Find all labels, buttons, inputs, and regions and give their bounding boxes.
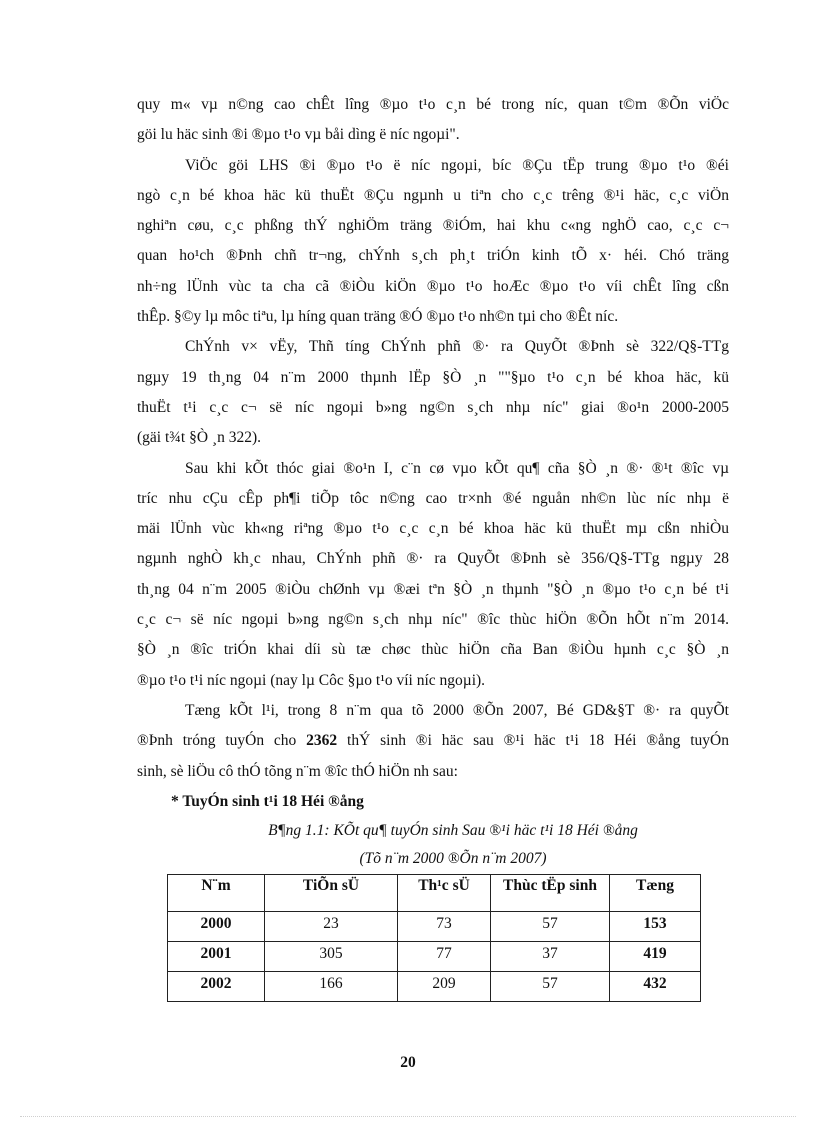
- paragraph-line: nghiªn cøu, c¸c phßng thÝ nghiÖm träng ®iÓm, hai khu c«ng nghÖ cao, c¸c c¬: [137, 217, 729, 235]
- paragraph-line: ®µo t¹o t¹i níc ngoµi (nay lµ Côc §µo t¹o víi níc ngoµi).: [137, 671, 486, 689]
- paragraph-line: thuËt t¹i c¸c c¬ së níc ngoµi b»ng ng©n s¸ch nhµ níc" giai ®o¹n 2000-2005: [137, 398, 729, 416]
- table-row: [168, 972, 701, 1002]
- section-heading: * TuyÓn sinh t¹i 18 Héi ®ång: [171, 792, 364, 810]
- paragraph-line: th¸ng 04 n¨m 2005 ®iÒu chØnh vµ ®æi tªn §Ò ¸n thµnh "§Ò ¸n ®µo t¹o c¸n bé t¹i: [137, 580, 729, 598]
- page-number: 20: [400, 1054, 416, 1071]
- table-cell: 57: [491, 912, 610, 942]
- table-header-row: [168, 875, 701, 912]
- paragraph-line: thÊp. §©y lµ môc tiªu, lµ híng quan träng ®Ó ®µo t¹o nh©n tµi cho ®Êt níc.: [137, 308, 619, 326]
- paragraph-line: c¸c c¬ së níc ngoµi b»ng ng©n s¸ch nhµ níc" ®îc thùc hiÖn ®Õn hÕt n¨m 2014.: [137, 611, 729, 629]
- paragraph-line: §Ò ¸n ®îc triÓn khai díi sù tæ chøc thùc hiÖn cña Ban ®iÒu hµnh c¸c §Ò ¸n: [137, 641, 729, 659]
- paragraph-line: ChÝnh v× vËy, Thñ tíng ChÝnh phñ ®· ra QuyÕt ®Þnh sè 322/Q§-TTg: [185, 338, 729, 356]
- table-cell: 77: [398, 942, 491, 972]
- paragraph-line: sinh, sè liÖu cô thÓ tõng n¨m ®îc thÓ hiÖn nh sau:: [137, 762, 458, 780]
- table-cell: 37: [491, 942, 610, 972]
- table-cell-total: 419: [610, 942, 701, 972]
- table-cell: 57: [491, 972, 610, 1002]
- column-header-year: N¨m: [168, 875, 265, 912]
- table-caption-title: B¶ng 1.1: KÕt qu¶ tuyÓn sinh Sau ®¹i häc t¹i 18 Héi ®ång: [268, 821, 638, 839]
- paragraph-line: quy m« vµ n©ng cao chÊt lîng ®µo t¹o c¸n bé trong níc, quan t©m ®Õn viÖc: [137, 96, 729, 113]
- admissions-table: [167, 874, 701, 1002]
- table-row: [168, 942, 701, 972]
- paragraph-line: Sau khi kÕt thóc giai ®o¹n I, c¨n cø vµo kÕt qu¶ cña §Ò ¸n ®· ®¹t ®îc vµ: [185, 459, 729, 477]
- table-row: [168, 912, 701, 942]
- table-cell: 305: [265, 942, 398, 972]
- table-cell-total: 432: [610, 972, 701, 1002]
- paragraph-line: (gäi t¾t §Ò ¸n 322).: [137, 429, 261, 447]
- table-cell: 209: [398, 972, 491, 1002]
- paragraph-line: mäi lÜnh vùc kh«ng riªng ®µo t¹o c¸c c¸n bé khoa häc kü thuËt mµ cßn nhiÒu: [137, 520, 729, 538]
- paragraph-line: quan ho¹ch ®Þnh chñ tr¬ng, chÝnh s¸ch ph¸t triÓn kinh tÕ x· héi. Chó träng: [137, 247, 729, 265]
- table-cell-year: 2001: [168, 942, 265, 972]
- column-header-master: Th¹c sÜ: [398, 875, 491, 912]
- table-caption-range: (Tõ n¨m 2000 ®Õn n¨m 2007): [359, 849, 547, 867]
- column-header-intern: Thùc tËp sinh: [491, 875, 610, 912]
- column-header-total: Tæng: [610, 875, 701, 912]
- table-cell-year: 2000: [168, 912, 265, 942]
- table-cell: 166: [265, 972, 398, 1002]
- table-cell: 73: [398, 912, 491, 942]
- body-text: [137, 90, 729, 873]
- paragraph-line: ViÖc göi LHS ®i ®µo t¹o ë níc ngoµi, bíc ®Çu tËp trung ®µo t¹o ®éi: [185, 156, 729, 174]
- paragraph-line: ngµy 19 th¸ng 04 n¨m 2000 thµnh lËp §Ò ¸n ""§µo t¹o c¸n bé khoa häc, kü: [137, 368, 729, 386]
- paragraph-line: tríc nhu cÇu cÊp ph¶i tiÕp tôc n©ng cao tr×nh ®é nguån nh©n lùc níc nhµ ë: [137, 489, 729, 507]
- paragraph-container: [137, 90, 729, 787]
- paragraph-line: ngò c¸n bé khoa häc kü thuËt ®Çu ngµnh u tiªn cho c¸c trêng ®¹i häc, c¸c viÖn: [137, 186, 729, 204]
- paragraph-line: Tæng kÕt l¹i, trong 8 n¨m qua tõ 2000 ®Õn 2007, Bé GD&§T ®· ra quyÕt: [185, 701, 729, 719]
- paragraph-line: ®Þnh tróng tuyÓn cho 2362 thÝ sinh ®i häc sau ®¹i häc t¹i 18 Héi ®ång tuyÓn: [137, 732, 729, 750]
- column-header-doctor: TiÕn sÜ: [265, 875, 398, 912]
- table-cell-year: 2002: [168, 972, 265, 1002]
- table-cell: 23: [265, 912, 398, 942]
- paragraph-line: nh÷ng lÜnh vùc ta cha cã ®iÒu kiÖn ®µo t¹o hoÆc ®µo t¹o víi chÊt lîng cßn: [137, 277, 729, 295]
- paragraph-line: göi lu häc sinh ®i ®µo t¹o vµ båi dìng ë níc ngoµi".: [137, 126, 460, 144]
- paragraph-line: ngµnh nghÒ kh¸c nhau, ChÝnh phñ ®· ra QuyÕt ®Þnh sè 356/Q§-TTg ngµy 28: [137, 550, 729, 568]
- highlighted-count: 2362: [306, 732, 338, 750]
- table-cell-total: 153: [610, 912, 701, 942]
- page-bottom-rule: [20, 1116, 796, 1117]
